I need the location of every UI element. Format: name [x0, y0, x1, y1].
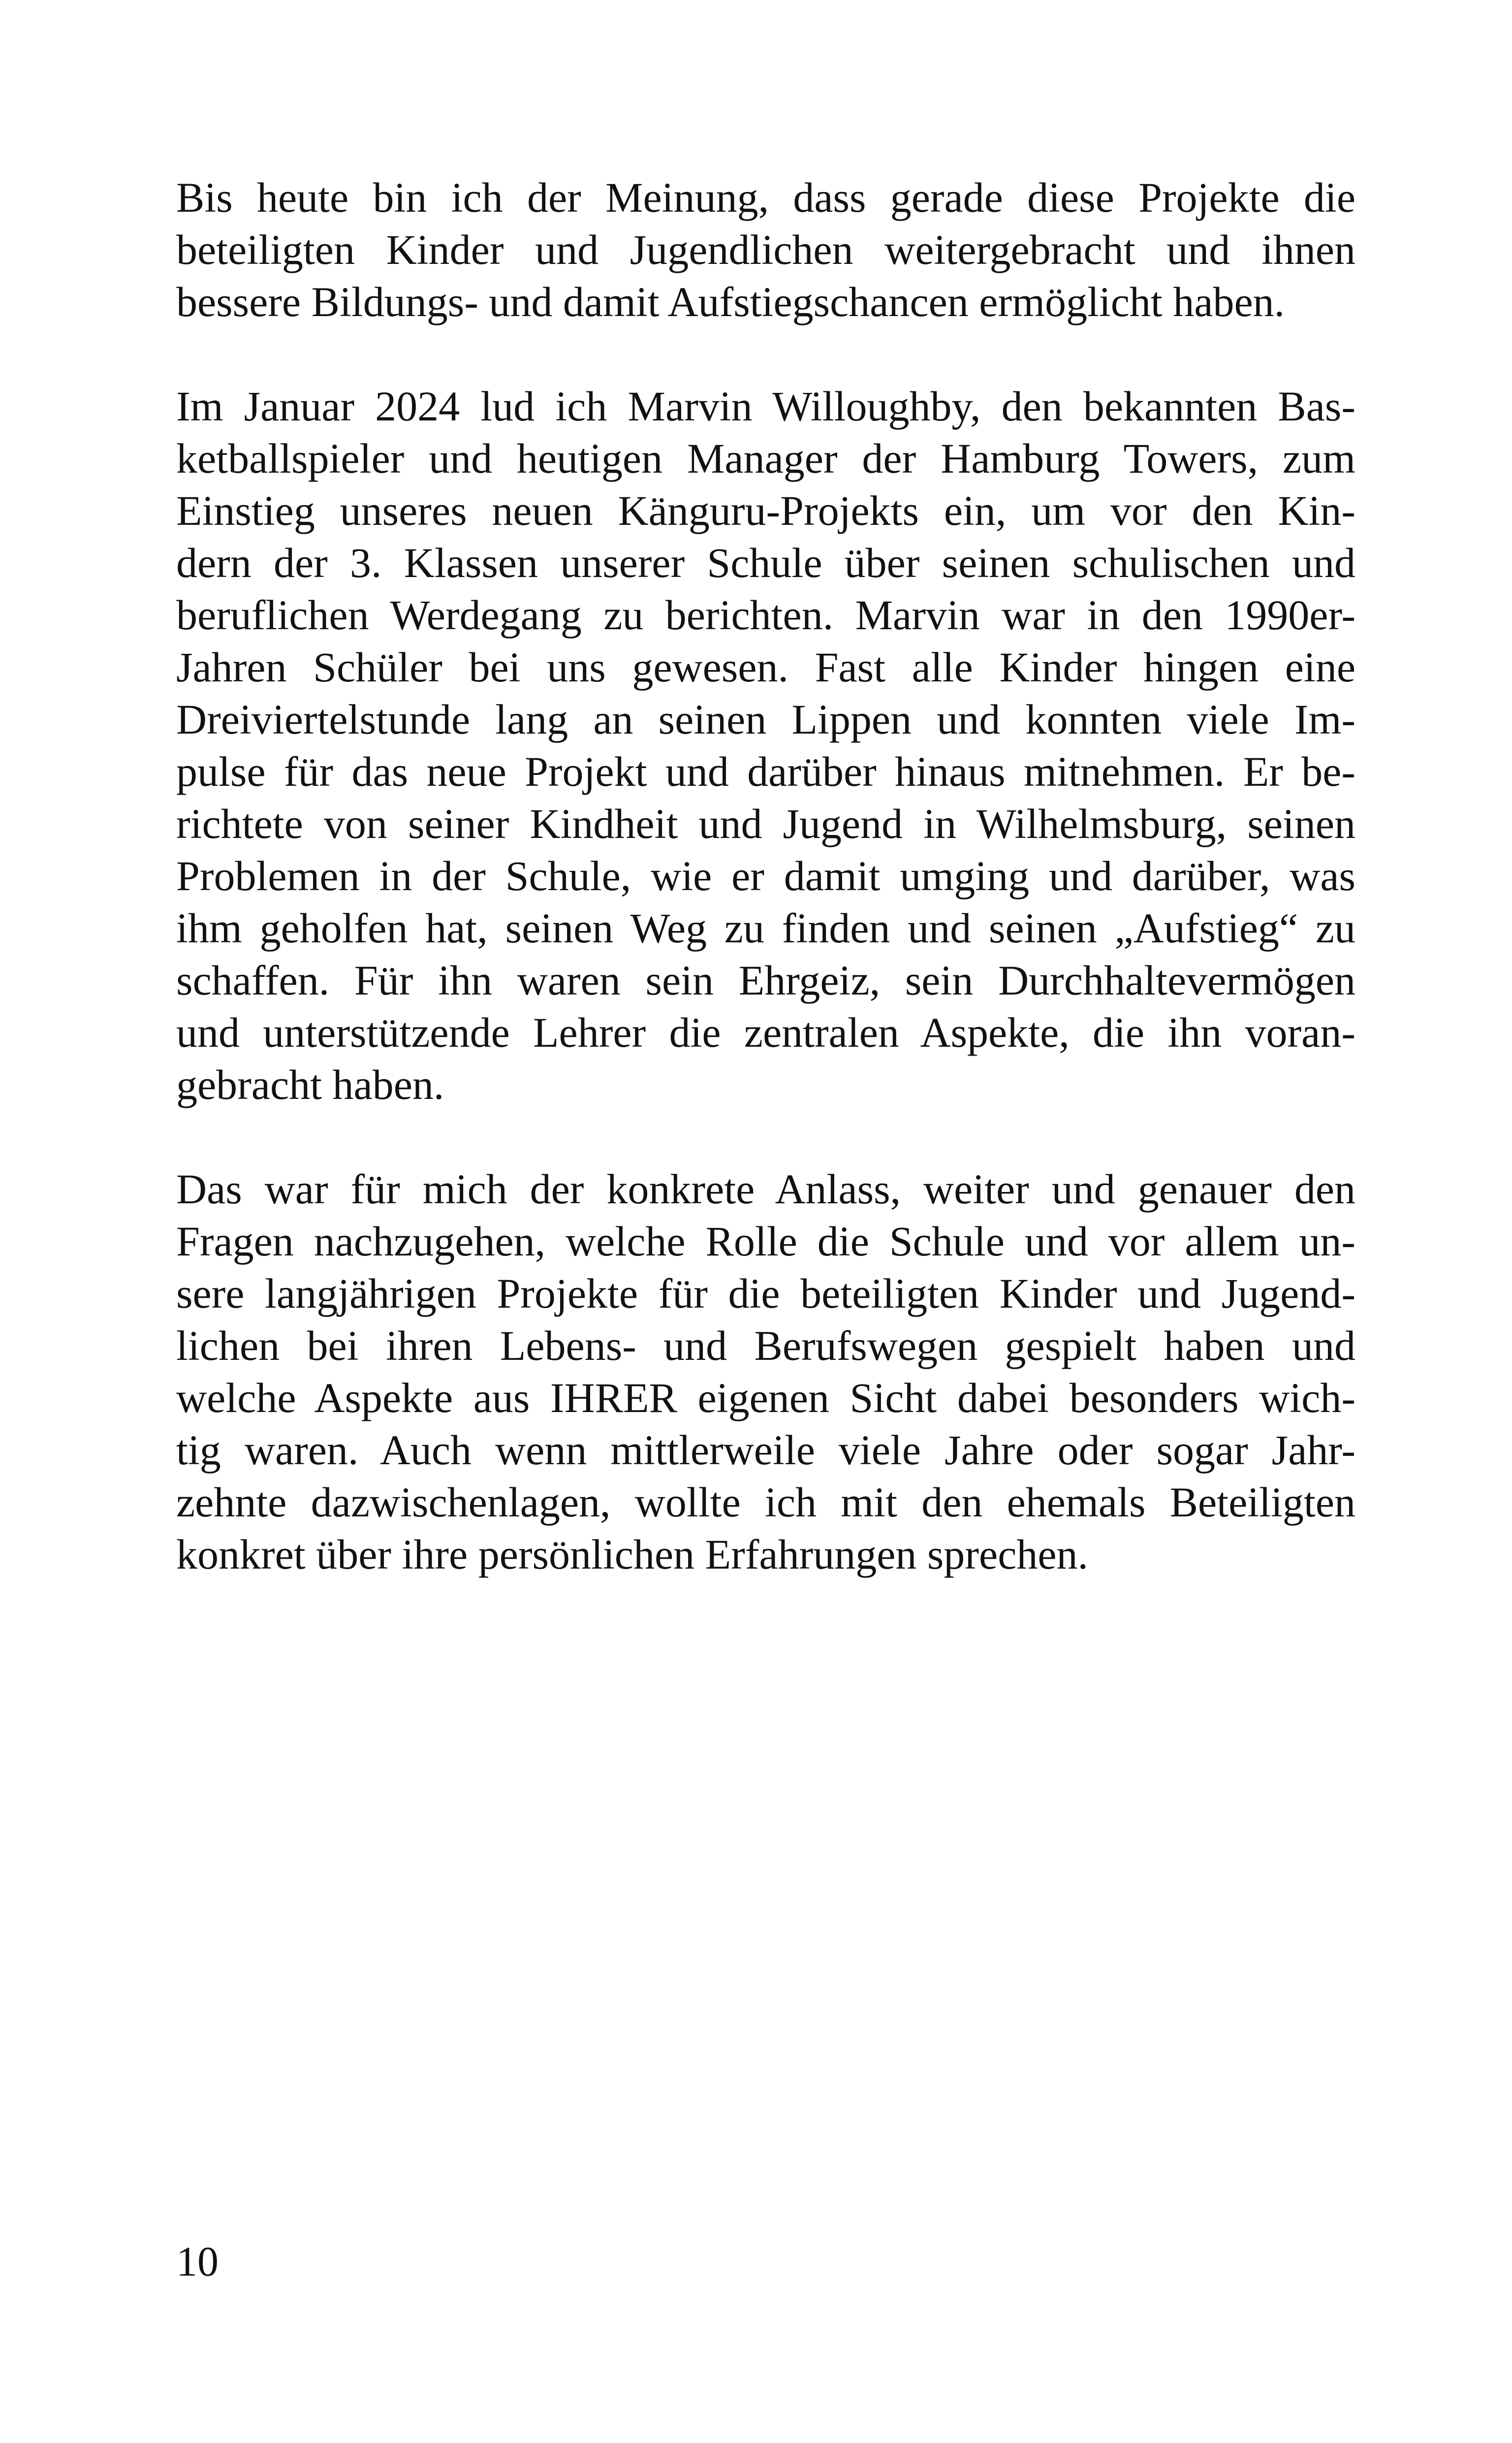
text-line: Problemen in der Schule, wie er damit umging und darüber, was	[176, 852, 1355, 900]
text-line: Im Januar 2024 lud ich Marvin Willoughby, den bekannten Bas-	[176, 383, 1355, 430]
text-line: beteiligten Kinder und Jugendlichen weitergebracht und ihnen	[176, 226, 1355, 273]
text-line: bessere Bildungs- und damit Aufstiegschancen ermöglicht haben.	[176, 278, 1285, 325]
text-line: Fragen nachzugehen, welche Rolle die Schule und vor allem un-	[176, 1218, 1355, 1265]
text-line: Das war für mich der konkrete Anlass, weiter und genauer den	[176, 1165, 1355, 1213]
text-line: welche Aspekte aus IHRER eigenen Sicht dabei besonders wich-	[176, 1374, 1355, 1421]
text-line: pulse für das neue Projekt und darüber hinaus mitnehmen. Er be-	[176, 748, 1355, 795]
text-line: dern der 3. Klassen unserer Schule über seinen schulischen und	[176, 539, 1355, 586]
text-line: konkret über ihre persönlichen Erfahrungen sprechen.	[176, 1531, 1089, 1578]
paragraph-2	[176, 380, 1355, 1111]
text-line: Einstieg unseres neuen Känguru-Projekts ein, um vor den Kin-	[176, 487, 1355, 534]
text-line: sere langjährigen Projekte für die beteiligten Kinder und Jugend-	[176, 1270, 1355, 1317]
text-line: Dreiviertelstunde lang an seinen Lippen und konnten viele Im-	[176, 696, 1355, 743]
paragraph-1	[176, 171, 1355, 328]
text-line: beruflichen Werdegang zu berichten. Marvin war in den 1990er-	[176, 591, 1355, 639]
text-line: zehnte dazwischenlagen, wollte ich mit den ehemals Beteiligten	[176, 1479, 1355, 1526]
text-line: ketballspieler und heutigen Manager der Hamburg Towers, zum	[176, 435, 1355, 482]
paragraph-3	[176, 1163, 1355, 1580]
page-number: 10	[176, 2238, 219, 2285]
text-line: Bis heute bin ich der Meinung, dass gerade diese Projekte die	[176, 174, 1355, 221]
body-text	[176, 171, 1355, 1633]
text-line: Jahren Schüler bei uns gewesen. Fast alle Kinder hingen eine	[176, 643, 1355, 691]
text-line: tig waren. Auch wenn mittlerweile viele Jahre oder sogar Jahr-	[176, 1426, 1355, 1474]
text-line: schaffen. Für ihn waren sein Ehrgeiz, sein Durchhaltevermögen	[176, 957, 1355, 1004]
text-line: lichen bei ihren Lebens- und Berufswegen gespielt haben und	[176, 1322, 1355, 1369]
text-line: ihm geholfen hat, seinen Weg zu finden und seinen „Aufstieg“ zu	[176, 904, 1355, 952]
text-line: und unterstützende Lehrer die zentralen Aspekte, die ihn voran-	[176, 1009, 1355, 1056]
text-line: richtete von seiner Kindheit und Jugend in Wilhelmsburg, seinen	[176, 800, 1355, 847]
text-line: gebracht haben.	[176, 1061, 444, 1108]
